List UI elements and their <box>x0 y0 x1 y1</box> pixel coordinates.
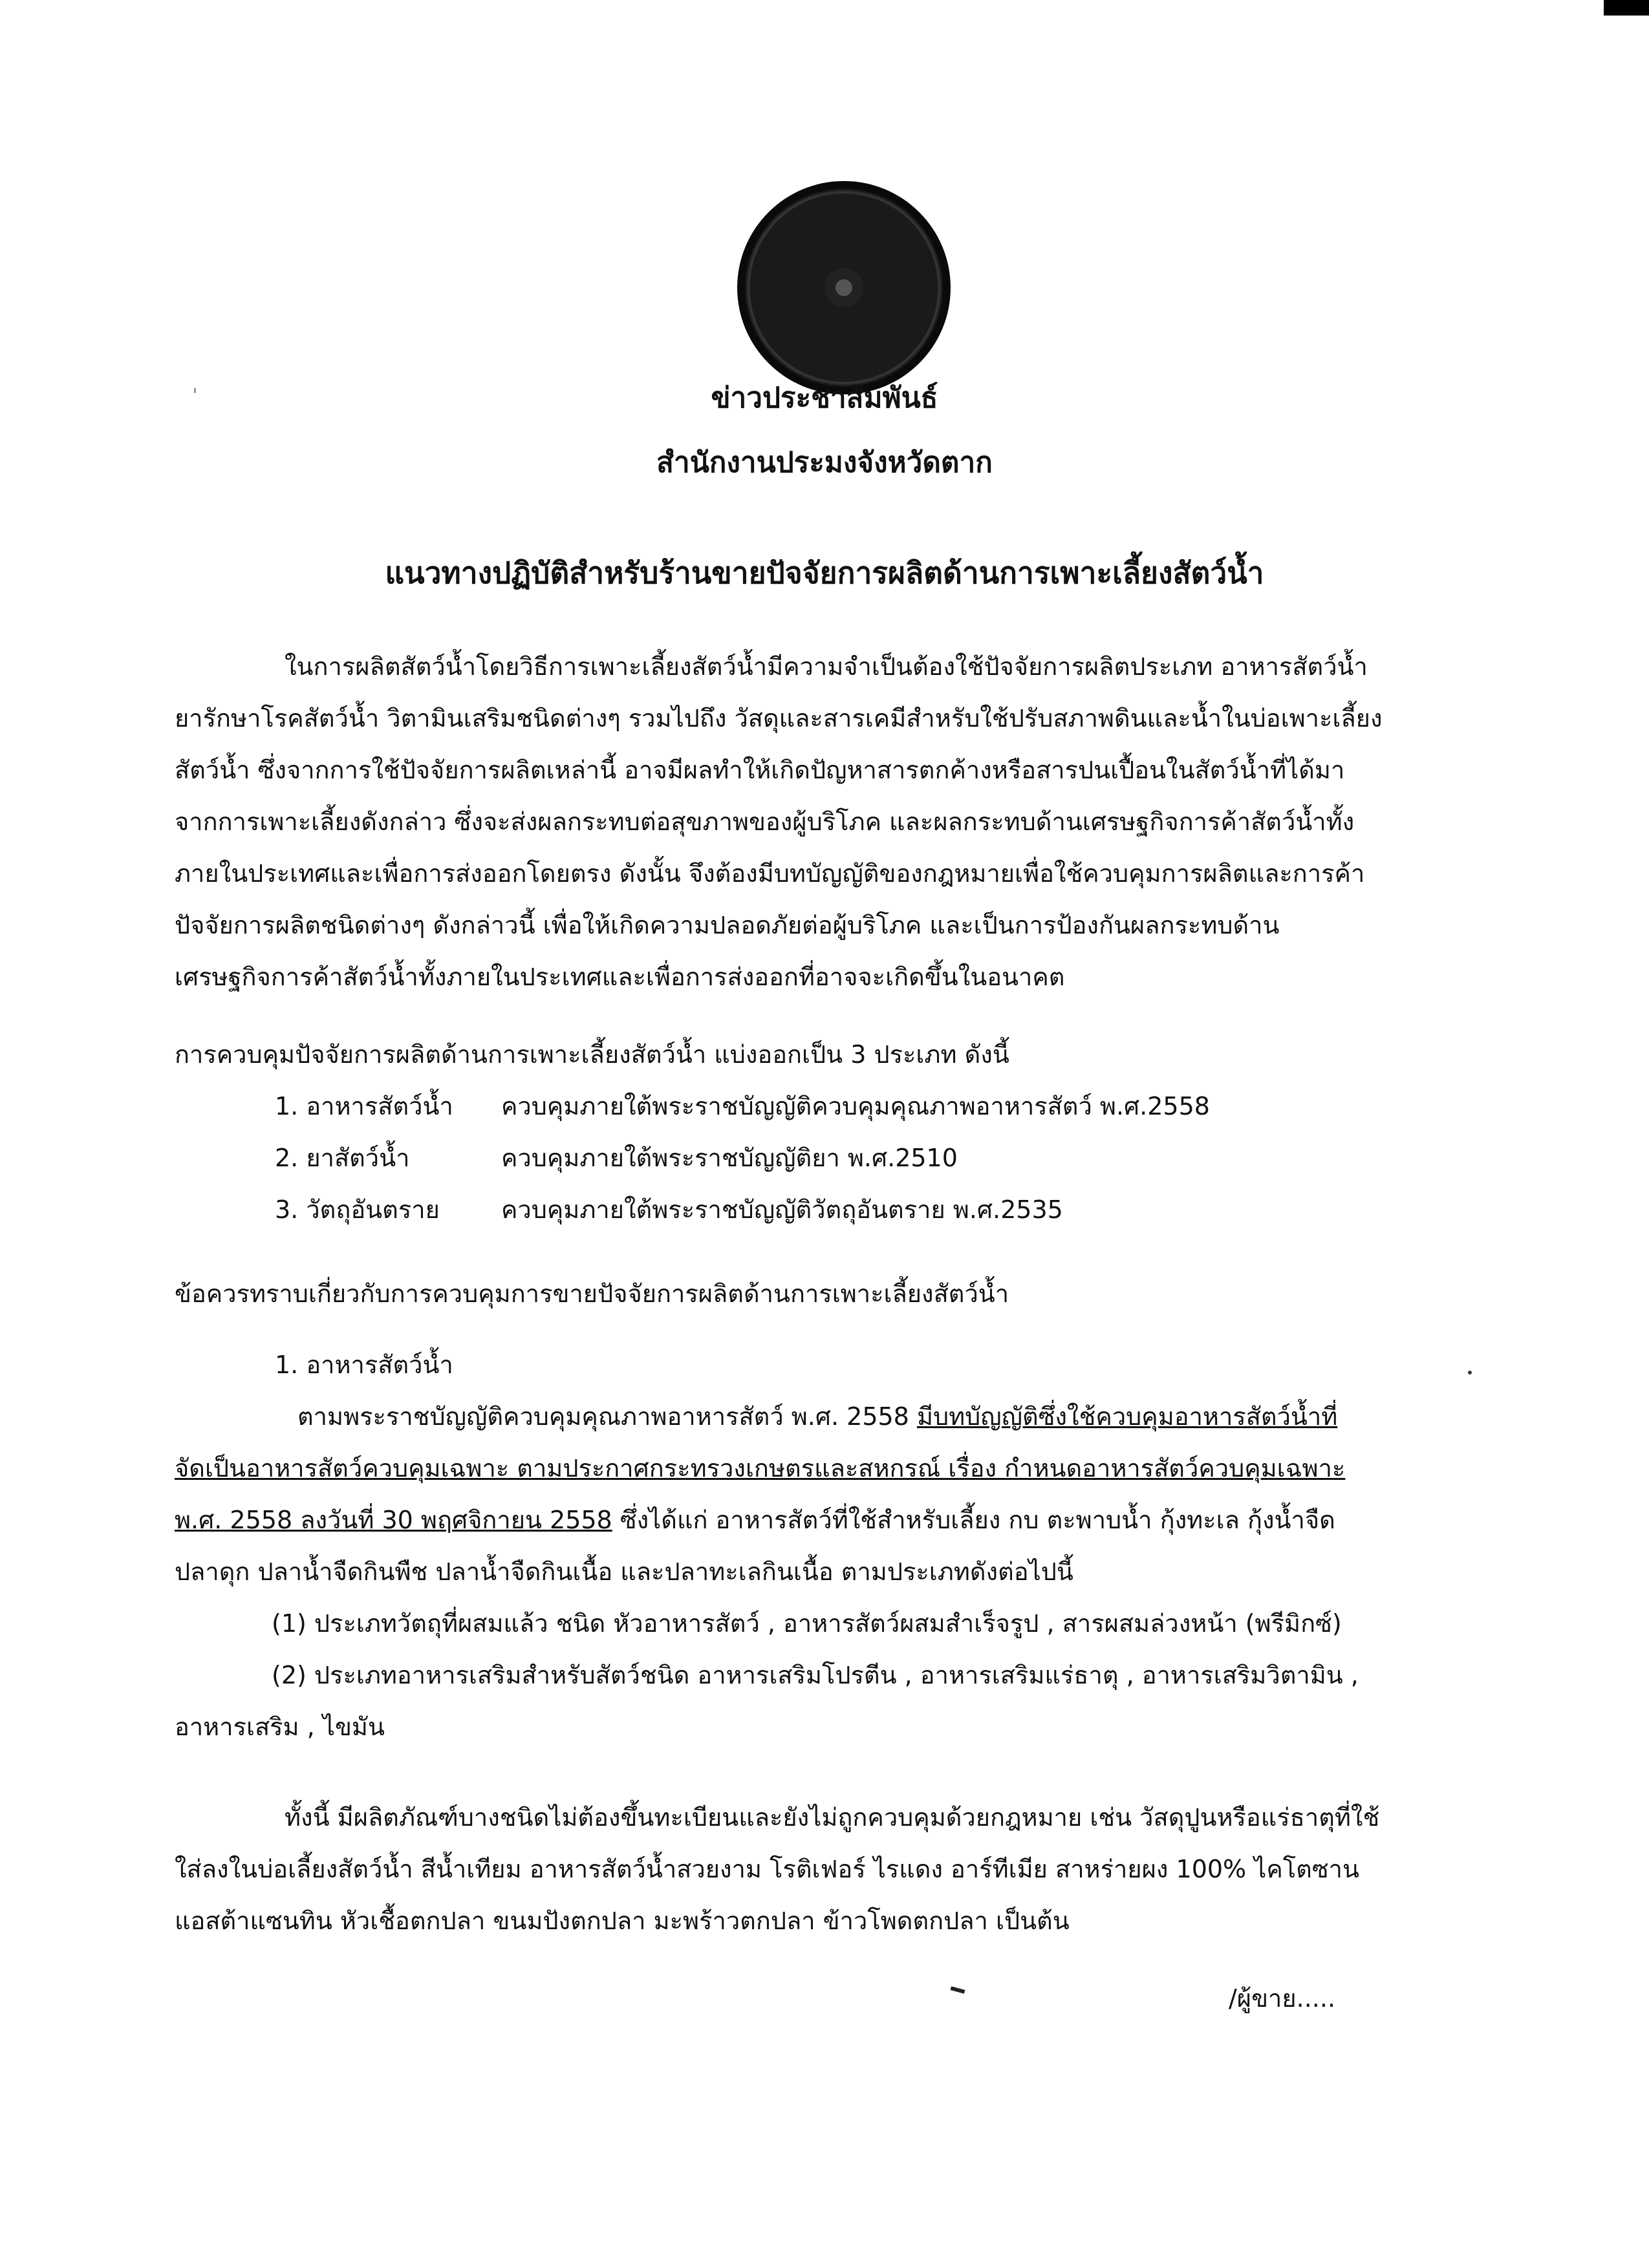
intro-line: สัตว์น้ำ ซึ่งจากการใช้ปัจจัยการผลิตเหล่านี้ อาจมีผลทำให้เกิดปัญหาสารตกค้างหรือสารปนเปื้อนในสัตว์น้ำที่ได้มา <box>175 756 1345 784</box>
intro-line: จากการเพาะเลี้ยงดังกล่าว ซึ่งจะส่งผลกระทบต่อสุขภาพของผู้บริโภค และผลกระทบด้านเศรษฐกิจการค้าสัตว์น้ำทั้ง <box>175 808 1355 836</box>
control-item-law: ควบคุมภายใต้พระราชบัญญัติควบคุมคุณภาพอาหารสัตว์ พ.ศ.2558 <box>501 1092 1210 1120</box>
notice-paragraph-line <box>297 1400 1337 1433</box>
garuda-seal-emblem <box>737 181 951 394</box>
intro-line: ในการผลิตสัตว์น้ำโดยวิธีการเพาะเลี้ยงสัตว์น้ำมีความจำเป็นต้องใช้ปัจจัยการผลิตประเภท อาหารสัตว์น้ำ <box>285 652 1368 681</box>
notice-paragraph-line <box>175 1451 1345 1485</box>
closing-line: ใส่ลงในบ่อเลี้ยงสัตว์น้ำ สีน้ำเทียม อาหารสัตว์น้ำสวยงาม โรติเฟอร์ ไรแดง อาร์ทีเมีย สาหร่ายผง 100% ไคโตซาน <box>175 1855 1359 1883</box>
intro-line: ยารักษาโรคสัตว์น้ำ วิตามินเสริมชนิดต่างๆ รวมไปถึง วัสดุและสารเคมีสำหรับใช้ปรับสภาพดินและน้ำในบ่อเพาะเลี้ยง <box>175 704 1383 733</box>
closing-line: ทั้งนี้ มีผลิตภัณฑ์บางชนิดไม่ต้องขึ้นทะเบียนและยังไม่ถูกควบคุมด้วยกฎหมาย เช่น วัสดุปูนหรือแร่ธาตุที่ใช้ <box>285 1803 1380 1832</box>
scan-corner-mark <box>1604 0 1649 16</box>
notice-underlined-text: จัดเป็นอาหารสัตว์ควบคุมเฉพาะ ตามประกาศกระทรวงเกษตรและสหกรณ์ เรื่อง กำหนดอาหารสัตว์ควบคุมเฉพาะ <box>175 1454 1346 1482</box>
feed-type-2: (2) ประเภทอาหารเสริมสำหรับสัตว์ชนิด อาหารเสริมโปรตีน , อาหารเสริมแร่ธาตุ , อาหารเสริมวิตามิน , <box>272 1661 1359 1689</box>
feed-type-1: (1) ประเภทวัตถุที่ผสมแล้ว ชนิด หัวอาหารสัตว์ , อาหารสัตว์ผสมสำเร็จรูป , สารผสมล่วงหน้า (พรีมิกซ์) <box>272 1609 1342 1638</box>
notice-paragraph-line <box>175 1503 1335 1537</box>
notice-text: ซึ่งได้แก่ อาหารสัตว์ที่ใช้สำหรับเลี้ยง กบ ตะพาบน้ำ กุ้งทะเล กุ้งน้ำจืด <box>612 1506 1335 1534</box>
control-item-law: ควบคุมภายใต้พระราชบัญญัติยา พ.ศ.2510 <box>501 1144 958 1172</box>
control-item-name: 1. อาหารสัตว์น้ำ <box>275 1092 453 1120</box>
subject-heading: แนวทางปฏิบัติสำหรับร้านขายปัจจัยการผลิตด้านการเพาะเลี้ยงสัตว์น้ำ <box>385 555 1264 590</box>
intro-line: เศรษฐกิจการค้าสัตว์น้ำทั้งภายในประเทศและเพื่อการส่งออกที่อาจจะเกิดขึ้นในอนาคต <box>175 963 1065 991</box>
office-name: สำนักงานประมงจังหวัดตาก <box>656 446 993 479</box>
closing-line: แอสต้าแซนทิน หัวเชื้อตกปลา ขนมปังตกปลา มะพร้าวตกปลา ข้าวโพดตกปลา เป็นต้น <box>175 1907 1070 1935</box>
scan-dot <box>1468 1371 1472 1375</box>
notice-paragraph-line: ปลาดุก ปลาน้ำจืดกินพืช ปลาน้ำจืดกินเนื้อ และปลาทะเลกินเนื้อ ตามประเภทดังต่อไปนี้ <box>175 1557 1073 1586</box>
control-item-law: ควบคุมภายใต้พระราชบัญญัติวัตถุอันตราย พ.ศ.2535 <box>501 1195 1063 1224</box>
notice-sub-heading: 1. อาหารสัตว์น้ำ <box>275 1351 453 1379</box>
control-heading: การควบคุมปัจจัยการผลิตด้านการเพาะเลี้ยงสัตว์น้ำ แบ่งออกเป็น 3 ประเภท ดังนี้ <box>175 1040 1009 1069</box>
notice-underlined-text: มีบทบัญญัติซึ่งใช้ควบคุมอาหารสัตว์น้ำที่ <box>916 1402 1338 1431</box>
notice-underlined-text: พ.ศ. 2558 ลงวันที่ 30 พฤศจิกายน 2558 <box>175 1506 612 1534</box>
control-item-name: 2. ยาสัตว์น้ำ <box>275 1144 410 1172</box>
feed-type-2-continued: อาหารเสริม , ไขมัน <box>175 1713 385 1741</box>
notice-text: ตามพระราชบัญญัติควบคุมคุณภาพอาหารสัตว์ พ.ศ. 2558 <box>297 1402 917 1431</box>
intro-line: ภายในประเทศและเพื่อการส่งออกโดยตรง ดังนั้น จึงต้องมีบทบัญญัติของกฎหมายเพื่อใช้ควบคุมการผลิตและการค้า <box>175 859 1365 888</box>
scan-dash <box>951 1986 965 1993</box>
seal-center-icon <box>824 268 863 307</box>
document-title: ข่าวประชาสัมพันธ์ <box>711 381 938 414</box>
continued-marker: /ผู้ขาย..... <box>1229 1984 1336 2013</box>
control-item-name: 3. วัตถุอันตราย <box>275 1195 440 1224</box>
notice-heading: ข้อควรทราบเกี่ยวกับการควบคุมการขายปัจจัยการผลิตด้านการเพาะเลี้ยงสัตว์น้ำ <box>175 1279 1009 1308</box>
intro-line: ปัจจัยการผลิตชนิดต่างๆ ดังกล่าวนี้ เพื่อให้เกิดความปลอดภัยต่อผู้บริโภค และเป็นการป้องกันผลกระทบด้าน <box>175 911 1280 939</box>
